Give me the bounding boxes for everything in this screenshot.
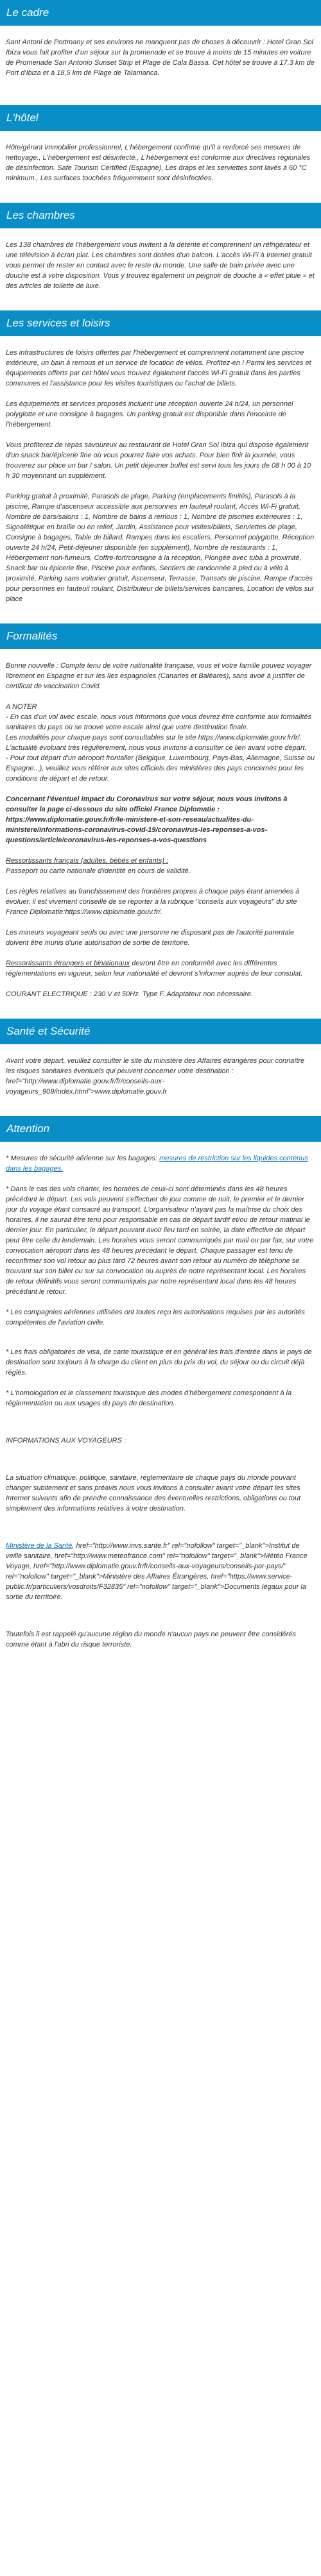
nota-line-1: - En cas d'un vol avec escale, nous vous informons que vous devrez être conforme aux formalités sanitaires du pays où se trouve votre escale ainsi que votre destination finale. (6, 713, 311, 731)
formalites-nota (6, 702, 315, 784)
section-header-sante: Santé et Sécurité (0, 1019, 321, 1044)
regles-text: Les règles relatives au franchissement des frontières propres à chaque pays étant amenées à évoluer, il est vivement conseillé de se reporter à la rubrique "conseils aux voyageurs" du site France Diplomatie:https://www.diplomatie.gouv.fr/. (6, 888, 300, 916)
section-services (0, 310, 321, 604)
etrangers-body: devront être en conformité avec les différentes réglementations en vigueur, selon leur nationalité et devront s'informer auprès de leur consulat. (6, 960, 303, 978)
liquides-restriction-link[interactable]: mesures de restriction sur les liquides contenus dans les bagages. (6, 1155, 308, 1173)
covid-notice: Concernant l'éventuel impact du Coronavirus sur votre séjour, nous vous invitons à consulter la page ci-dessous du site officiel France Diplomatie : https://www.diplomatie.gouv.fr/fr/le-ministere-et-son-reseau/actualites-du-ministere/informations-coronavirus-covid-19/coronavirus-les-reponses-a-vos-questions/article/coronavirus-les-reponses-a-vos-questions (6, 795, 288, 844)
section-formalites (0, 623, 321, 999)
services-text-4: Parking gratuit à proximité, Parasols de plage, Parking (emplacements limités), Parasols à la piscine, Rampe d'ascenseur accessible aux personnes en fauteuil roulant, Accès Wi-Fi gratuit, Nombre de bars/salons : 1, Nombre de bains à remous : 1, Nombre de piscines extérieures : 1, Signalétique en braille ou en relief, Jardin, Assistance pour visites/billets, Serviettes de plage, Consigne à bagages, Table de billard, Rampes dans les escaliers, Personnel polyglotte, Réception ouverte 24 h/24, Petit-déjeuner disponible (en supplément), Nombre de restaurants : 1, Hébergement non-fumeurs, Coffre-fort/consigne à la réception, Plongée avec tuba à proximité, Snack bar ou épicerie fine, Piscine pour enfants, Sentiers de randonnée à pied ou à vélo à proximité, Parking sans voiturier gratuit, Ascenseur, Terrasse, Transats de piscine, Rampe d'accès pour personnes en fauteuil roulant, Distributeur de billets/services bancaires, Location de vélos sur place (6, 493, 315, 603)
mineurs-text: Les mineurs voyageant seuls ou avec une personne ne disposant pas de l'autorité parentale doivent être munis d'une autorisation de sortie de territoire. (6, 929, 295, 947)
section-cadre (0, 0, 321, 78)
sante-text: Avant votre départ, veuillez consulter le site du ministère des Affaires étrangères pour connaître les risques sanitaires éventuels qui peuvent concerner votre destination : href="http://www.diplomatie.gouv.fr/fr/conseils-aux-voyageurs_909/index.html">www.diplomatie.gouv.fr (6, 1057, 305, 1096)
section-header-hotel: L'hôtel (0, 105, 321, 131)
formalites-text-1: Bonne nouvelle : Compte tenu de votre nationalité française, vous et votre famille pouvez voyager librement en Espagne et sur les îles espagnoles (Canaries et Baléares), sans avoir à justifier de certificat de vaccination Covid. (6, 662, 312, 690)
situation-text: La situation climatique, politique, sanitaire, réglementaire de chaque pays du monde pouvant changer subitement et sans préavis nous vous invitons à consulter avant votre départ les sites Internet suivants afin de prendre connaissance des éventuelles restrictions, obligations ou tout simplement des informations relatives à votre destination. (6, 1474, 301, 1513)
bagages-text: * Mesures de sécurité aérienne sur les bagages: (6, 1155, 160, 1162)
section-sante (0, 1019, 321, 1097)
etrangers-title: Ressortissants étrangers et binationaux (6, 960, 130, 967)
attention-text-5: * L'homologation et le classement touristique des modes d'hébergement correspondent à la réglementation ou aux usages du pays de destination. (6, 1389, 292, 1407)
section-hotel (0, 105, 321, 183)
ministere-rest: , href="http://www.invs.sante.fr" rel="nofollow" target="_blank">Institut de veille sanitaire, href="http://www.meteofrance.com" rel="nofollow" target="_blank">Météo France Voyage, href="http://www.diplomatie.gouv.fr/fr/conseils-aux-voyageurs/conseils-par-pays/" rel="nofollow" target="_blank">Ministère des Affaires Étrangères, href="https://www.service-public.fr/particuliers/vosdroits/F32835" rel="nofollow" target="_blank">Documents légaux pour la sortie du territoire. (6, 1542, 308, 1601)
section-attention (0, 1116, 321, 1650)
chambres-text: Les 138 chambres de l'hébergement vous invitent à la détente et comprennent un réfrigérateur et une télévision à écran plat. Les chambres sont dotées d'un balcon. L'accès Wi-Fi à Internet gratuit vous permet de rester en contact avec le reste du monde. Une salle de bain privée avec une douche est à votre disposition. Vous y trouvez également un peignoir de douche à « effet pluie » et des articles de toilette de luxe. (6, 241, 315, 290)
nota-line-3: - Pour tout départ d'un aéroport frontalier (Belgique, Luxembourg, Pays-Bas, Allemagne, Suisse ou Espagne...), veuillez vous référer aux sites officiels des ministères des pays concernés pour les conditions de départ et de retour. (6, 754, 315, 783)
cadre-text: Sant Antoni de Portmany et ses environs ne manquent pas de choses à découvrir : Hotel Gran Sol Ibiza vous fait profiter d'un séjour sur la promenade et se trouve à moins de 15 minutes en voiture de Promenade San Antonio Sunset Strip et Plage de Cala Bassa. Cet hôtel se trouve à 17,3 km de Port d'Ibiza et à 18,5 km de Plage de Talamanca. (6, 38, 315, 77)
courant-text: COURANT ELECTRIQUE : 230 V et 50Hz. Type F. Adaptateur non nécessaire. (6, 990, 253, 998)
ressortissants-fr-title: Ressortissants français (adultes, bébés et enfants) : (6, 857, 169, 865)
attention-text-4: * Les frais obligatoires de visa, de carte touristique et en général les frais d'entrée dans le pays de destination sont toujours à la charge du client en plus du prix du vol, du séjour ou du circuit déjà réglés. (6, 1348, 312, 1377)
ministere-sante-link[interactable]: Ministère de la Santé (6, 1542, 73, 1550)
section-header-cadre: Le cadre (0, 0, 321, 26)
section-header-services: Les services et loisirs (0, 310, 321, 336)
services-text-1: Les infrastructures de loisirs offertes par l'hébergement et comprennent notamment une piscine extérieure, un bain à remous et un service de location de vélos. Profitez-en ! Parmi les services et équipements offerts par cet hôtel vous trouvez également l'accès Wi-Fi gratuit dans les parties communes et l'assistance pour les visites touristiques ou l'achat de billets. (6, 349, 311, 387)
nota-line-2: Les modalités pour chaque pays sont consultables sur le site https://www.diplomatie.gouv.fr/fr/. L'actualité évoluant très régulièrement, nous vous invitons à consulter ce lien avant votre départ. (6, 734, 307, 752)
section-header-formalites: Formalités (0, 623, 321, 649)
hotel-text: Hôte/gérant immobilier professionnel, L'hébergement confirme qu'il a renforcé ses mesures de nettoyage., L'hébergement est désinfecté., L'hébergement est conforme aux directives régionales de désinfection. Safe Tourism Certified (Espagne), Les draps et les serviettes sont lavés à 60 °C minimum., Les surfaces touchées fréquemment sont désinfectées. (6, 144, 311, 182)
services-text-3: Vous profiterez de repas savoureux au restaurant de Hotel Gran Sol Ibiza qui dispose également d'un snack bar/épicerie fine où vous pourrez faire vos achats. Pour bien finir la journée, vous trouverez sur place un bar / salon. Un petit déjeuner buffet est servi tous les jours de 08 h 00 à 10 h 30 moyennant un supplément. (6, 441, 311, 480)
attention-text-3: * Les compagnies aériennes utilisées ont toutes reçu les autorisations requises par les autorités compétentes de l'aviation civile. (6, 1309, 305, 1326)
services-text-2: Les équipements et services proposés incluent une réception ouverte 24 h/24, un personnel polyglotte et une consigne à bagages. Un parking gratuit est disponible dans l'enceinte de l'hébergement. (6, 400, 293, 428)
section-header-chambres: Les chambres (0, 203, 321, 228)
info-voyageurs-title: INFORMATIONS AUX VOYAGEURS : (6, 1437, 126, 1445)
attention-text-1 (6, 1153, 315, 1174)
terrorisme-text: Toutefois il est rappelé qu'aucune région du monde n'aucun pays ne peuvent être considérés comme étant à l'abri du risque terroriste. (6, 1631, 297, 1648)
nota-title: A NOTER (6, 703, 37, 711)
attention-text-2: * Dans le cas des vols charter, les horaires de ceux-ci sont déterminés dans les 48 heures précédant le départ. Les vols peuvent s'effectuer de jour comme de nuit, le premier et le dernier jour du voyage étant consacré au transport. L'organisateur n'ayant pas la maîtrise du choix des horaires, il ne saurait être tenu pour responsable en cas de départ tardif et/ou de retour matinal le dernier jour. En particulier, le départ pouvant avoir lieu tard en soirée, la date effective de départ peut être celle du lendemain. Les horaires vous seront communiqués par mail ou par fax, sur votre convocation aéroport dans les 48 heures précédant le départ. Chaque passager est tenu de reconfirmer son vol retour au plus tard 72 heures avant son retour au numéro de téléphone se trouvant sur son billet ou sur sa convocation ou auprès de notre représentant local. Les horaires de retour définitifs vous seront communiqués par notre représentant local dans les 48 heures précédant le retour. (6, 1185, 314, 1296)
ressortissants-fr (6, 856, 315, 876)
section-chambres (0, 203, 321, 291)
ressortissants-fr-text: Passeport ou carte nationale d'identité en cours de validité. (6, 867, 191, 875)
etrangers-text (6, 958, 315, 979)
ministere-text (6, 1541, 315, 1602)
section-header-attention: Attention (0, 1116, 321, 1142)
